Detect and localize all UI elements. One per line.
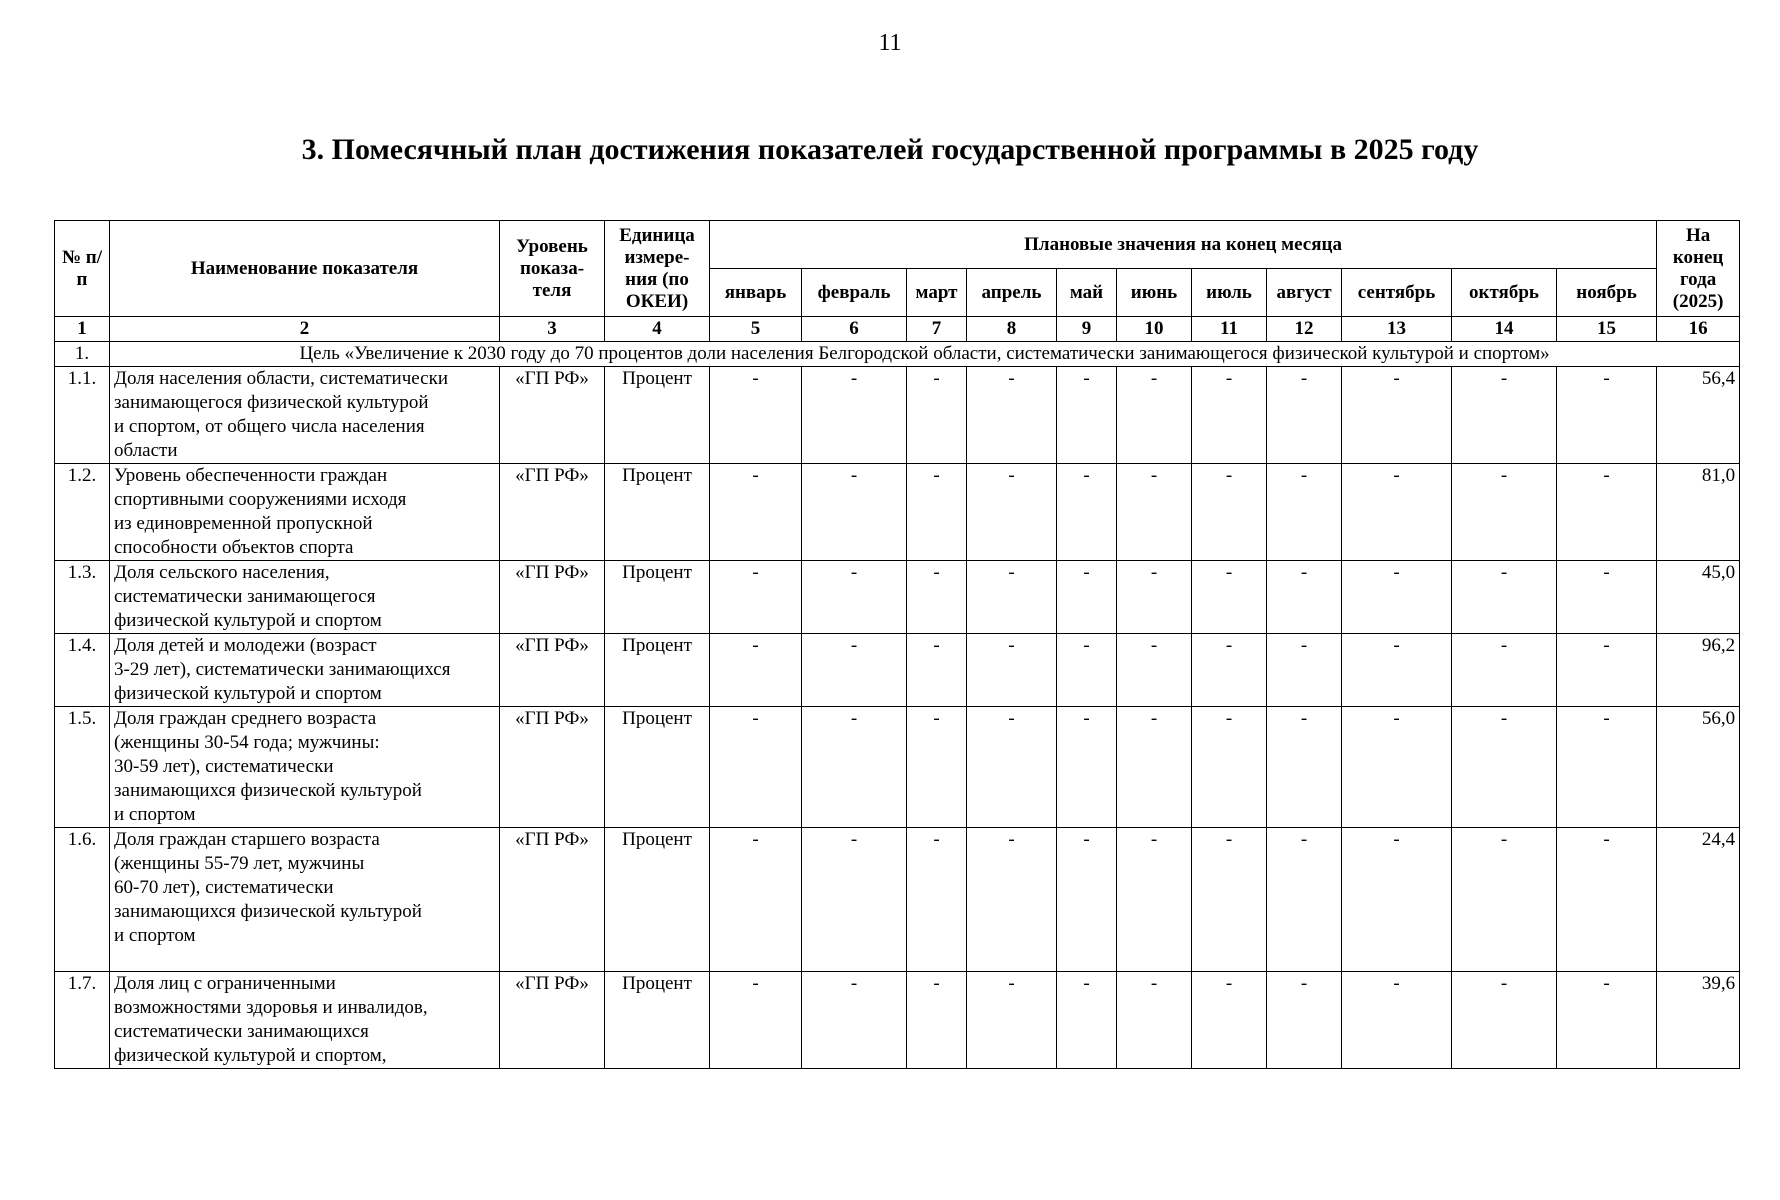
- month-value: -: [1342, 707, 1452, 828]
- year-end-value: 96,2: [1657, 634, 1740, 707]
- column-number: 16: [1657, 317, 1740, 342]
- month-value: -: [1117, 828, 1192, 972]
- month-value: -: [967, 972, 1057, 1069]
- indicator-num: 1.6.: [55, 828, 110, 972]
- indicator-name-line: Доля населения области, систематически: [114, 368, 449, 389]
- month-value: -: [1267, 707, 1342, 828]
- month-value: -: [1557, 561, 1657, 634]
- month-value: -: [1267, 464, 1342, 561]
- month-value: -: [1342, 828, 1452, 972]
- indicator-level: «ГП РФ»: [500, 634, 605, 707]
- month-value: -: [1117, 561, 1192, 634]
- month-value: -: [802, 828, 907, 972]
- indicator-num: 1.7.: [55, 972, 110, 1069]
- month-value: -: [1192, 464, 1267, 561]
- month-value: -: [1057, 972, 1117, 1069]
- month-value: -: [1057, 464, 1117, 561]
- month-value: -: [1557, 464, 1657, 561]
- month-value: -: [1117, 972, 1192, 1069]
- month-value: -: [1117, 707, 1192, 828]
- column-number: 11: [1192, 317, 1267, 342]
- monthly-plan-table: [54, 220, 1740, 1069]
- header-year-end: На конец года (2025): [1657, 221, 1740, 317]
- column-number: 4: [605, 317, 710, 342]
- month-value: -: [1342, 367, 1452, 464]
- month-value: -: [1057, 707, 1117, 828]
- month-value: -: [907, 634, 967, 707]
- year-end-value: 39,6: [1657, 972, 1740, 1069]
- month-value: -: [710, 634, 802, 707]
- month-value: -: [802, 972, 907, 1069]
- column-number: 1: [55, 317, 110, 342]
- indicator-name-line: физической культурой и спортом: [114, 610, 382, 631]
- month-value: -: [1267, 561, 1342, 634]
- month-value: -: [1342, 561, 1452, 634]
- month-value: -: [1057, 828, 1117, 972]
- indicator-name: [110, 634, 500, 707]
- month-value: -: [1452, 561, 1557, 634]
- indicator-row: [55, 972, 1740, 1069]
- month-value: -: [907, 464, 967, 561]
- header-level: Уровень показа-теля: [500, 221, 605, 317]
- month-value: -: [1117, 634, 1192, 707]
- indicator-name-line: области: [114, 440, 178, 461]
- month-value: -: [1117, 367, 1192, 464]
- document-title: 3. Помесячный план достижения показателей государственной программы в 2025 году: [301, 133, 1479, 166]
- indicator-name: [110, 367, 500, 464]
- header-name: Наименование показателя: [110, 221, 500, 317]
- month-value: -: [1192, 561, 1267, 634]
- indicator-name-line: физической культурой и спортом,: [114, 1045, 387, 1066]
- month-value: -: [907, 972, 967, 1069]
- indicator-name-line: и спортом: [114, 925, 196, 946]
- header-month: ноябрь: [1557, 269, 1657, 317]
- year-end-value: 56,0: [1657, 707, 1740, 828]
- indicator-name-line: систематически занимающегося: [114, 586, 376, 607]
- column-number: 14: [1452, 317, 1557, 342]
- page-number: 11: [878, 30, 902, 56]
- column-number: 2: [110, 317, 500, 342]
- header-month: сентябрь: [1342, 269, 1452, 317]
- month-value: -: [1342, 972, 1452, 1069]
- header-unit: Единица измере-ния (по ОКЕИ): [605, 221, 710, 317]
- month-value: -: [802, 634, 907, 707]
- month-value: -: [967, 367, 1057, 464]
- indicator-num: 1.2.: [55, 464, 110, 561]
- month-value: -: [1342, 634, 1452, 707]
- indicator-name: [110, 561, 500, 634]
- indicator-name-line: спортивными сооружениями исходя: [114, 489, 407, 510]
- indicator-level: «ГП РФ»: [500, 464, 605, 561]
- year-end-value: 56,4: [1657, 367, 1740, 464]
- month-value: -: [1267, 634, 1342, 707]
- header-month: январь: [710, 269, 802, 317]
- column-number: 13: [1342, 317, 1452, 342]
- column-number: 12: [1267, 317, 1342, 342]
- indicator-name-line: 3-29 лет), систематически занимающихся: [114, 659, 451, 680]
- indicator-unit: Процент: [605, 464, 710, 561]
- indicator-name: [110, 828, 500, 972]
- indicator-unit: Процент: [605, 561, 710, 634]
- month-value: -: [802, 561, 907, 634]
- goal-text: Цель «Увеличение к 2030 году до 70 процентов доли населения Белгородской области, систематически занимающегося физической культурой и спортом»: [110, 342, 1740, 367]
- month-value: -: [710, 707, 802, 828]
- month-value: -: [1452, 464, 1557, 561]
- indicator-level: «ГП РФ»: [500, 561, 605, 634]
- indicator-num: 1.1.: [55, 367, 110, 464]
- indicator-unit: Процент: [605, 367, 710, 464]
- month-value: -: [1557, 707, 1657, 828]
- indicator-name-line: 30-59 лет), систематически: [114, 756, 334, 777]
- column-number: 6: [802, 317, 907, 342]
- month-value: -: [1117, 464, 1192, 561]
- indicator-name-line: 60-70 лет), систематически: [114, 877, 334, 898]
- header-month: апрель: [967, 269, 1057, 317]
- indicator-name-line: Доля граждан среднего возраста: [114, 708, 377, 729]
- month-value: -: [1452, 367, 1557, 464]
- month-value: -: [1192, 828, 1267, 972]
- month-value: -: [710, 464, 802, 561]
- column-number: 15: [1557, 317, 1657, 342]
- month-value: -: [1342, 464, 1452, 561]
- month-value: -: [1452, 634, 1557, 707]
- column-number: 5: [710, 317, 802, 342]
- header-month: июнь: [1117, 269, 1192, 317]
- year-end-value: 81,0: [1657, 464, 1740, 561]
- year-end-value: 45,0: [1657, 561, 1740, 634]
- month-value: -: [1267, 972, 1342, 1069]
- indicator-name-line: занимающихся физической культурой: [114, 901, 422, 922]
- indicator-level: «ГП РФ»: [500, 828, 605, 972]
- month-value: -: [1267, 367, 1342, 464]
- goal-num: 1.: [55, 342, 110, 367]
- header-month: май: [1057, 269, 1117, 317]
- indicator-name-line: Доля сельского населения,: [114, 562, 330, 583]
- column-number: 7: [907, 317, 967, 342]
- month-value: -: [907, 561, 967, 634]
- indicator-row: [55, 634, 1740, 707]
- indicator-row: [55, 464, 1740, 561]
- month-value: -: [710, 561, 802, 634]
- indicator-name: [110, 707, 500, 828]
- month-value: -: [1057, 561, 1117, 634]
- indicator-row: [55, 707, 1740, 828]
- indicator-row: [55, 828, 1740, 972]
- header-month: июль: [1192, 269, 1267, 317]
- indicator-name-line: возможностями здоровья и инвалидов,: [114, 997, 428, 1018]
- indicator-name-line: занимающихся физической культурой: [114, 780, 422, 801]
- indicator-name-line: занимающегося физической культурой: [114, 392, 429, 413]
- header-num: № п/п: [55, 221, 110, 317]
- column-numbers-row: [55, 317, 1740, 342]
- month-value: -: [1557, 634, 1657, 707]
- month-value: -: [967, 634, 1057, 707]
- indicator-name-line: (женщины 30-54 года; мужчины:: [114, 732, 380, 753]
- month-value: -: [710, 367, 802, 464]
- indicator-num: 1.3.: [55, 561, 110, 634]
- header-monthly-group: Плановые значения на конец месяца: [710, 221, 1657, 269]
- indicator-row: [55, 561, 1740, 634]
- month-value: -: [1192, 367, 1267, 464]
- indicator-level: «ГП РФ»: [500, 707, 605, 828]
- month-value: -: [1452, 828, 1557, 972]
- month-value: -: [967, 828, 1057, 972]
- month-value: -: [710, 828, 802, 972]
- indicator-row: [55, 367, 1740, 464]
- indicator-name: [110, 464, 500, 561]
- indicator-name-line: из единовременной пропускной: [114, 513, 373, 534]
- column-number: 9: [1057, 317, 1117, 342]
- month-value: -: [907, 707, 967, 828]
- month-value: -: [907, 828, 967, 972]
- column-number: 3: [500, 317, 605, 342]
- header-month: август: [1267, 269, 1342, 317]
- month-value: -: [1057, 634, 1117, 707]
- indicator-name-line: Доля детей и молодежи (возраст: [114, 635, 377, 656]
- indicator-name-line: и спортом: [114, 804, 196, 825]
- column-number: 8: [967, 317, 1057, 342]
- header-month: октябрь: [1452, 269, 1557, 317]
- indicator-level: «ГП РФ»: [500, 367, 605, 464]
- month-value: -: [1057, 367, 1117, 464]
- month-value: -: [967, 707, 1057, 828]
- indicator-level: «ГП РФ»: [500, 972, 605, 1069]
- month-value: -: [1192, 707, 1267, 828]
- month-value: -: [967, 464, 1057, 561]
- indicator-name-line: Уровень обеспеченности граждан: [114, 465, 388, 486]
- indicator-name-line: физической культурой и спортом: [114, 683, 382, 704]
- month-value: -: [802, 367, 907, 464]
- month-value: -: [710, 972, 802, 1069]
- indicator-num: 1.4.: [55, 634, 110, 707]
- indicator-name: [110, 972, 500, 1069]
- indicator-unit: Процент: [605, 634, 710, 707]
- indicator-unit: Процент: [605, 972, 710, 1069]
- month-value: -: [1267, 828, 1342, 972]
- indicator-unit: Процент: [605, 707, 710, 828]
- year-end-value: 24,4: [1657, 828, 1740, 972]
- month-value: -: [1192, 972, 1267, 1069]
- month-value: -: [907, 367, 967, 464]
- indicator-name-line: способности объектов спорта: [114, 537, 354, 558]
- month-value: -: [802, 707, 907, 828]
- indicator-name-line: Доля граждан старшего возраста: [114, 829, 380, 850]
- header-month: февраль: [802, 269, 907, 317]
- indicator-name-line: (женщины 55-79 лет, мужчины: [114, 853, 365, 874]
- header-month: март: [907, 269, 967, 317]
- month-value: -: [1557, 367, 1657, 464]
- column-number: 10: [1117, 317, 1192, 342]
- month-value: -: [802, 464, 907, 561]
- month-value: -: [967, 561, 1057, 634]
- goal-row: [55, 342, 1740, 367]
- month-value: -: [1452, 972, 1557, 1069]
- month-value: -: [1192, 634, 1267, 707]
- indicator-name-line: Доля лиц с ограниченными: [114, 973, 336, 994]
- indicator-unit: Процент: [605, 828, 710, 972]
- month-value: -: [1452, 707, 1557, 828]
- month-value: -: [1557, 972, 1657, 1069]
- indicator-name-line: и спортом, от общего числа населения: [114, 416, 425, 437]
- indicator-num: 1.5.: [55, 707, 110, 828]
- month-value: -: [1557, 828, 1657, 972]
- indicator-name-line: систематически занимающихся: [114, 1021, 369, 1042]
